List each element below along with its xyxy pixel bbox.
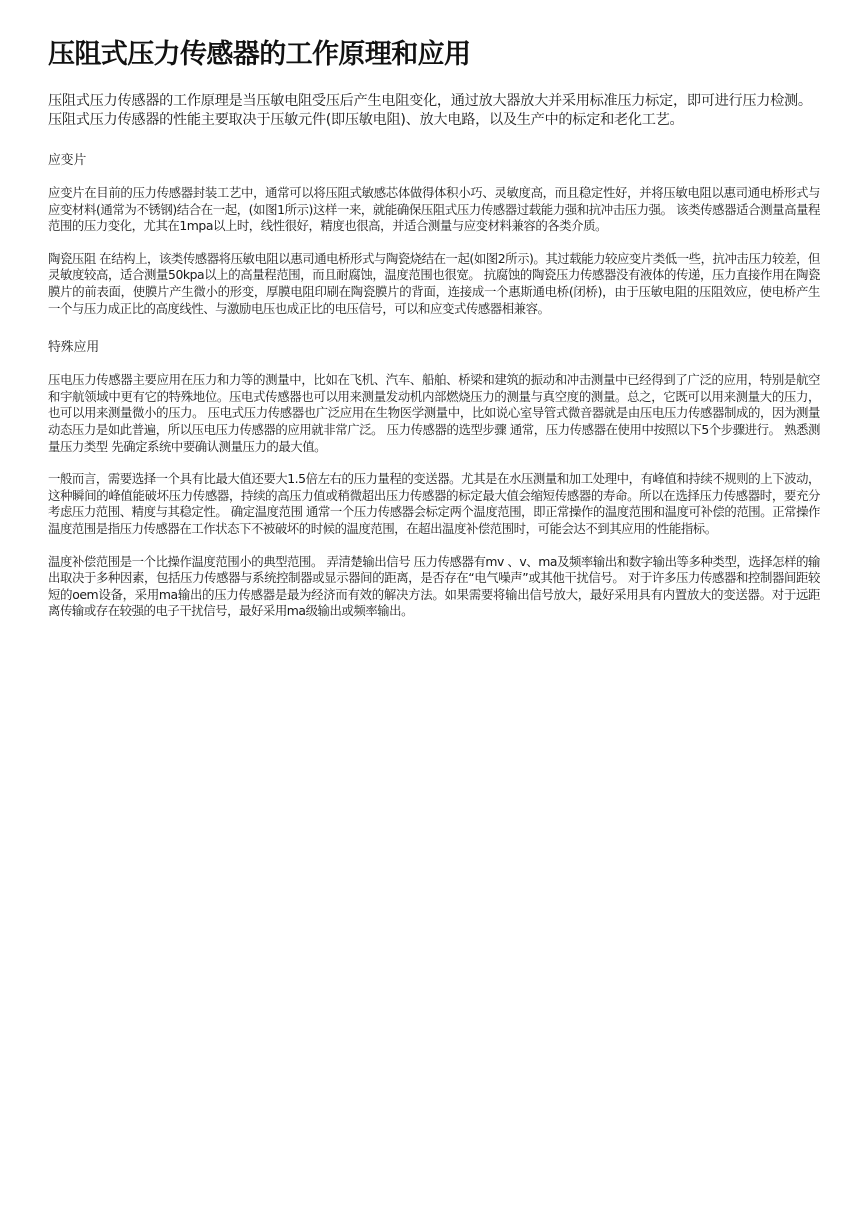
body-paragraph: 温度补偿范围是一个比操作温度范围小的典型范围。 弄清楚输出信号 压力传感器有mv 、v、ma及频率输出和数字输出等多种类型，选择怎样的输出取决于多种因素，包括压力传感器与系统控制器或显示器间的距离，是否存在“电气噪声”或其他干扰信号。 对于许多压力传感器和控制器间距较短的oem设备，采用ma输出的压力传感器是最为经济而有效的解决方法。如果需要将输出信号放大，最好采用具有内置放大的变送器。对于远距离传输或存在较强的电子干扰信号，最好采用ma级输出或频率输出。	[48, 553, 820, 619]
document-title: 压阻式压力传感器的工作原理和应用	[48, 39, 471, 70]
body-paragraph: 应变片在目前的压力传感器封装工艺中，通常可以将压阻式敏感芯体做得体积小巧、灵敏度高，而且稳定性好，并将压敏电阻以惠司通电桥形式与应变材料(通常为不锈钢)结合在一起，(如图1所示)这样一来，就能确保压阻式压力传感器过载能力强和抗冲击压力强。 该类传感器适合测量高量程范围的压力变化，尤其在1mpa以上时，线性很好，精度也很高，并适合测量与应变材料兼容的各类介质。	[48, 185, 820, 234]
section-heading: 应变片	[48, 153, 87, 168]
lead-paragraph: 压阻式压力传感器的工作原理是当压敏电阻受压后产生电阻变化，通过放大器放大并采用标准压力标定，即可进行压力检测。压阻式压力传感器的性能主要取决于压敏元件(即压敏电阻)、放大电路，以及生产中的标定和老化工艺。	[48, 93, 812, 128]
body-paragraph: 压电压力传感器主要应用在压力和力等的测量中，比如在飞机、汽车、船舶、桥梁和建筑的振动和冲击测量中已经得到了广泛的应用，特别是航空和宇航领域中更有它的特殊地位。压电式传感器也可以用来测量发动机内部燃烧压力的测量与真空度的测量。总之，它既可以用来测量大的压力，也可以用来测量微小的压力。 压电式压力传感器也广泛应用在生物医学测量中，比如说心室导管式微音器就是由压电压力传感器制成的，因为测量动态压力是如此普遍，所以压电压力传感器的应用就非常广泛。 压力传感器的选型步骤 通常，压力传感器在使用中按照以下5个步骤进行。 熟悉测量压力类型 先确定系统中要确认测量压力的最大值。	[48, 372, 820, 454]
section-strain-gauge	[48, 152, 820, 317]
body-paragraph: 陶瓷压阻 在结构上，该类传感器将压敏电阻以惠司通电桥形式与陶瓷烧结在一起(如图2所示)。其过载能力较应变片类低一些，抗冲击压力较差，但灵敏度较高，适合测量50kpa以上的高量程范围，而且耐腐蚀，温度范围也很宽。 抗腐蚀的陶瓷压力传感器没有液体的传递，压力直接作用在陶瓷膜片的前表面，使膜片产生微小的形变，厚膜电阻印刷在陶瓷膜片的背面，连接成一个惠斯通电桥(闭桥)，由于压敏电阻的压阻效应，使电桥产生一个与压力成正比的高度线性、与激励电压也成正比的电压信号，可以和应变式传感器相兼容。	[48, 250, 820, 316]
body-paragraph: 一般而言，需要选择一个具有比最大值还要大1.5倍左右的压力量程的变送器。尤其是在水压测量和加工处理中，有峰值和持续不规则的上下波动，这种瞬间的峰值能破坏压力传感器，持续的高压力值或稍微超出压力传感器的标定最大值会缩短传感器的寿命。所以在选择压力传感器时，要充分考虑压力范围、精度与其稳定性。 确定温度范围 通常一个压力传感器会标定两个温度范围，即正常操作的温度范围和温度可补偿的范围。正常操作温度范围是指压力传感器在工作状态下不被破坏的时候的温度范围，在超出温度补偿范围时，可能会达不到其应用的性能指标。	[48, 471, 820, 536]
section-special-applications	[48, 339, 820, 620]
section-heading: 特殊应用	[48, 340, 100, 356]
